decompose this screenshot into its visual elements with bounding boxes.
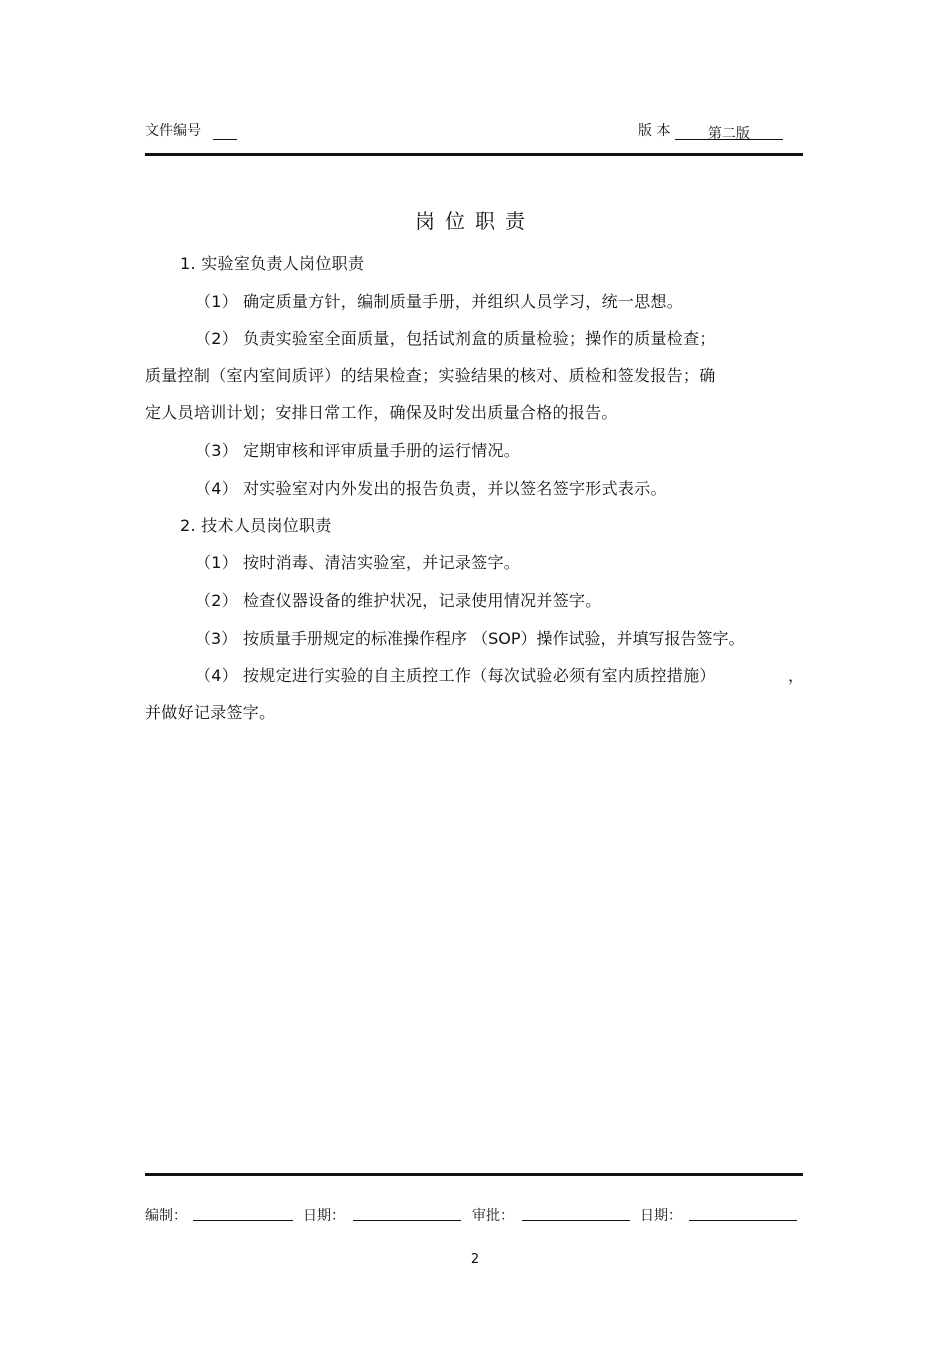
- item-text: 定期审核和评审质量手册的运行情况。: [243, 441, 521, 460]
- list-item: [195, 550, 520, 573]
- prepared-by-label: 编制：: [145, 1208, 187, 1224]
- list-item: [195, 476, 667, 499]
- doc-number-blank: [213, 123, 237, 140]
- date-blank-2: [689, 1220, 797, 1221]
- item-continuation: 并做好记录签字。: [145, 703, 276, 722]
- list-item: [195, 289, 683, 312]
- section-heading-1: 1. 实验室负责人岗位职责: [180, 254, 365, 273]
- item-text: 确定质量方针，编制质量手册，并组织人员学习，统一思想。: [243, 292, 684, 311]
- list-item: [195, 663, 716, 686]
- list-item: [195, 626, 745, 649]
- item-text: 按质量手册规定的标准操作程序 （SOP）操作试验，并填写报告签字。: [243, 629, 745, 648]
- page-title: 岗位职责: [415, 209, 535, 233]
- date-label-1: 日期：: [303, 1208, 345, 1224]
- section-heading-2: 2. 技术人员岗位职责: [180, 516, 332, 535]
- prepared-by-blank: [193, 1220, 293, 1221]
- item-number: （3）: [195, 441, 239, 460]
- doc-number-label: 文件编号: [145, 123, 201, 139]
- item-text: 检查仪器设备的维护状况，记录使用情况并签字。: [243, 591, 602, 610]
- item-number: （1）: [195, 292, 239, 311]
- list-item: [195, 438, 520, 461]
- list-item: [195, 588, 602, 611]
- version-value: 第二版: [675, 123, 783, 140]
- item-text: 按时消毒、清洁实验室，并记录签字。: [243, 553, 521, 572]
- item-number: （2）: [195, 329, 239, 348]
- date-blank-1: [353, 1220, 461, 1221]
- item-text: 负责实验室全面质量，包括试剂盒的质量检验；操作的质量检查；: [243, 329, 716, 348]
- item-continuation: 定人员培训计划；安排日常工作，确保及时发出质量合格的报告。: [145, 403, 618, 422]
- version-label: 版 本: [638, 123, 671, 139]
- approved-by-blank: [522, 1220, 630, 1221]
- item-text: 按规定进行实验的自主质控工作（每次试验必须有室内质控措施）: [243, 666, 716, 685]
- approved-by-label: 审批：: [472, 1208, 514, 1224]
- version-field: [638, 120, 783, 140]
- item-number: （1）: [195, 553, 239, 572]
- item-continuation: 质量控制（室内室间质评）的结果检查；实验结果的核对、质检和签发报告；确: [145, 366, 716, 385]
- item-number: （2）: [195, 591, 239, 610]
- footer-rule: [145, 1173, 803, 1176]
- page-number: 2: [470, 1252, 480, 1267]
- list-item: [195, 326, 716, 349]
- item-text: 对实验室对内外发出的报告负责，并以签名签字形式表示。: [243, 479, 667, 498]
- date-label-2: 日期：: [640, 1208, 682, 1224]
- item-number: （3）: [195, 629, 238, 648]
- item-number: （4）: [195, 666, 239, 685]
- header-rule: [145, 153, 803, 156]
- doc-number-field: [145, 120, 237, 140]
- item-number: （4）: [195, 479, 239, 498]
- trailing-comma: ，: [788, 666, 805, 685]
